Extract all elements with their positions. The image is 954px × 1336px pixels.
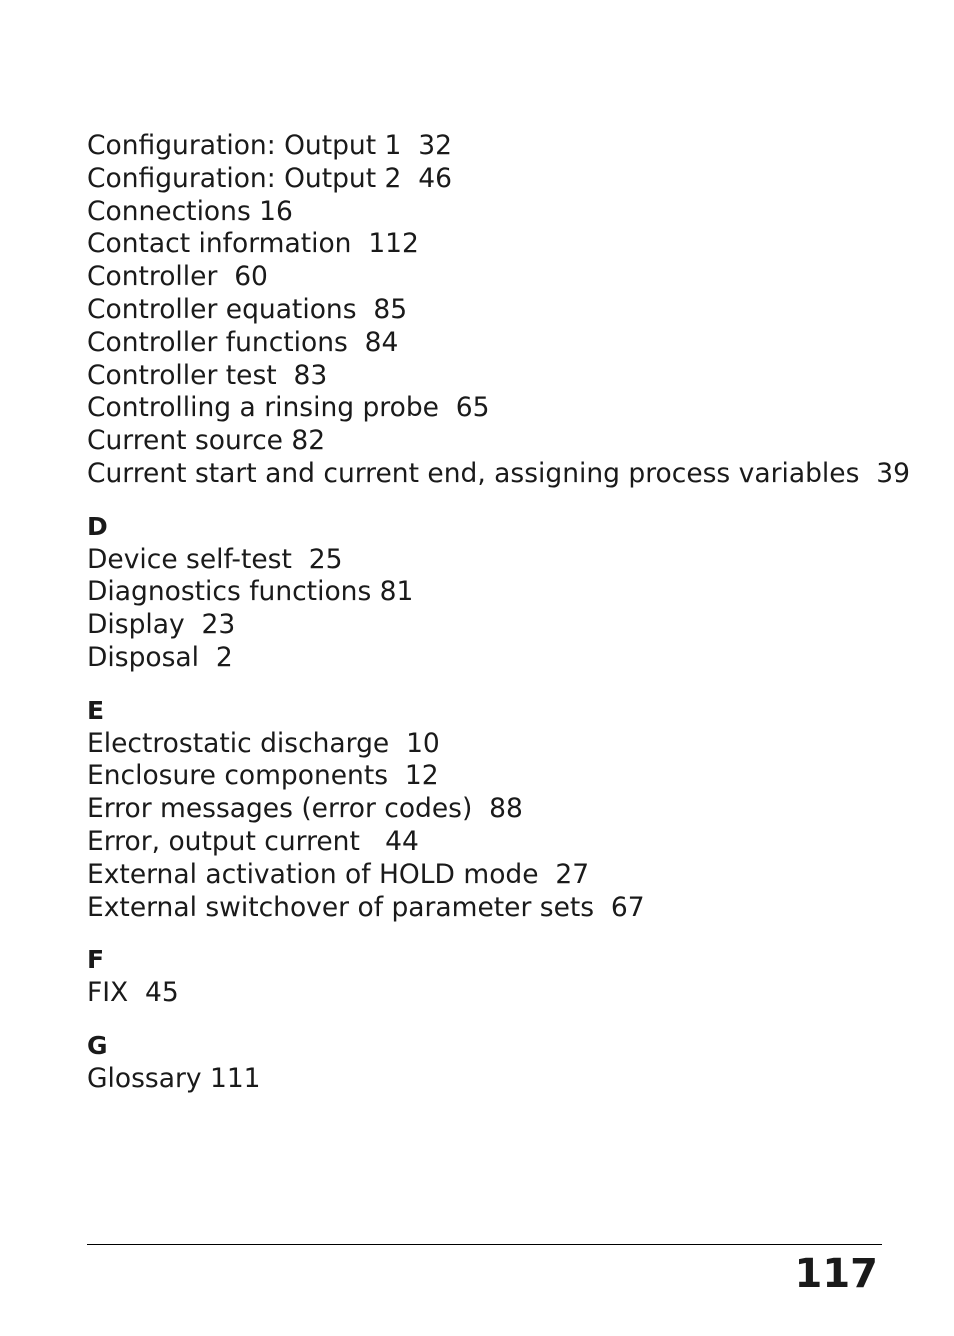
index-section-g (87, 1030, 907, 1096)
index-section-d (87, 511, 907, 675)
index-entry: Error messages (error codes) 88 (87, 793, 523, 825)
index-entry: Current source 82 (87, 425, 326, 457)
section-letter: G (87, 1030, 108, 1060)
section-letter: F (87, 945, 105, 975)
index-entry: Enclosure components 12 (87, 760, 439, 792)
index-entry: Disposal 2 (87, 641, 233, 673)
index-entry: Configuration: Output 1 32 (87, 130, 452, 161)
index-entry: Glossary 111 (87, 1062, 261, 1094)
index-entry: FIX 45 (87, 977, 179, 1009)
index-entry: Controller functions 84 (87, 326, 399, 358)
index-entry: External activation of HOLD mode 27 (87, 858, 590, 890)
index-entry: Controller test 83 (87, 359, 328, 391)
section-letter: D (87, 511, 108, 541)
index-section-e (87, 695, 907, 925)
index-entry: Controlling a rinsing probe 65 (87, 392, 490, 424)
index-entry: Connections 16 (87, 195, 293, 227)
index-entry: External switchover of parameter sets 67 (87, 891, 645, 923)
index-list (87, 130, 910, 1096)
index-entry: Controller 60 (87, 261, 268, 293)
footer-rule (87, 1244, 882, 1245)
index-section-f (87, 944, 907, 1010)
index-entry: Contact information 112 (87, 228, 419, 260)
index-entry: Device self-test 25 (87, 543, 343, 575)
index-entry: Diagnostics functions 81 (87, 576, 414, 608)
index-entry: Controller equations 85 (87, 293, 408, 325)
page-number: 117 (794, 1251, 878, 1297)
index-entry: Configuration: Output 2 46 (87, 162, 452, 194)
index-entry: Display 23 (87, 609, 236, 641)
index-entry: Error, output current 44 (87, 825, 419, 857)
index-section-c (87, 130, 910, 491)
section-letter: E (87, 695, 105, 725)
index-entry: Current start and current end, assigning process variables 39 (87, 457, 910, 489)
index-entry: Electrostatic discharge 10 (87, 727, 440, 759)
